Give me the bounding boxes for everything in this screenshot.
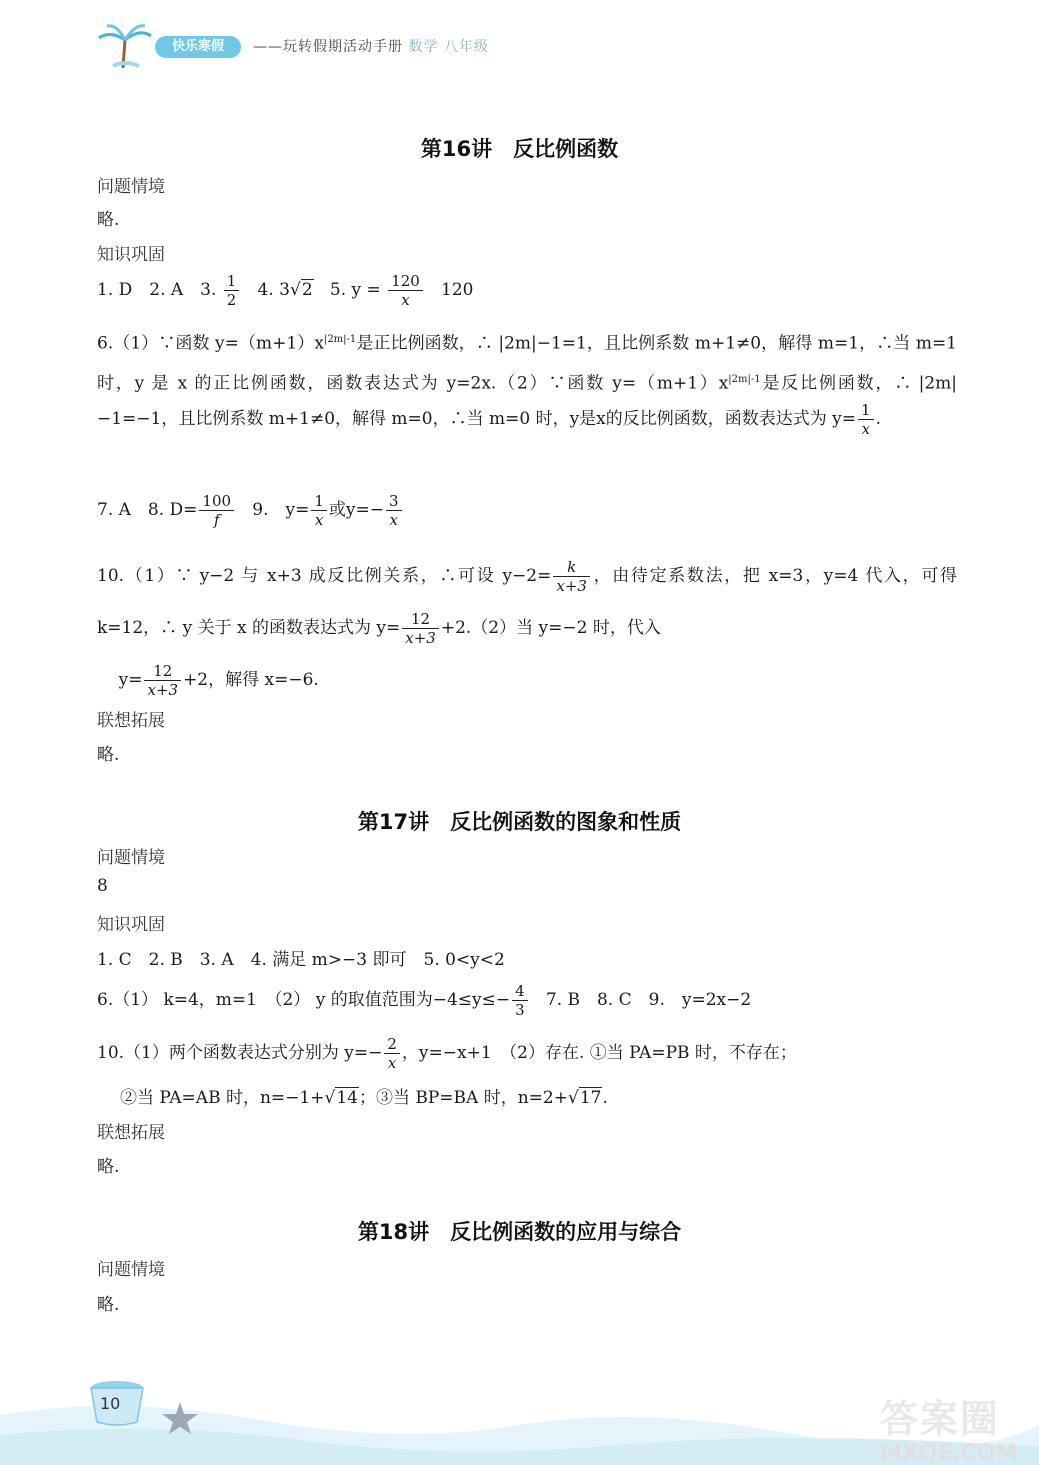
page-header xyxy=(95,22,695,72)
fraction xyxy=(512,982,528,1019)
book-badge: 快乐寒假 xyxy=(155,36,241,58)
problem-heading: 问题情境 xyxy=(97,1260,165,1280)
fraction-den: x xyxy=(389,511,398,529)
answer-text: 4. 3 xyxy=(257,280,290,300)
fraction xyxy=(858,401,874,438)
radicand: 2 xyxy=(301,280,313,300)
answer-text: ，y=−x+1 （2）存在. ①当 PA=PB 时，不存在； xyxy=(401,1043,797,1063)
answer-text: 120 xyxy=(441,280,474,300)
fraction-num: 4 xyxy=(512,982,528,1001)
fraction-den: x+3 xyxy=(556,577,587,595)
extend-heading: 联想拓展 xyxy=(97,1123,165,1143)
fraction-num: 1 xyxy=(311,492,327,511)
fraction-den: x+3 xyxy=(405,629,436,647)
fraction-den: x xyxy=(861,420,871,439)
answer-text: 7. B 8. C 9. y=2x−2 xyxy=(545,990,752,1010)
fraction-den: x xyxy=(314,511,324,529)
answer-text: 5. y = xyxy=(329,280,381,300)
knowledge-heading: 知识巩固 xyxy=(97,915,165,935)
problem-answer: 略. xyxy=(97,1295,120,1315)
answer-text: 6.（1）∵函数 y=（m+1）x xyxy=(97,333,324,354)
extend-answer: 略. xyxy=(97,745,120,765)
fraction xyxy=(386,492,402,529)
section-17-title: 第17讲 反比例函数的图象和性质 xyxy=(357,810,682,834)
fraction xyxy=(388,272,423,309)
extend-answer: 略. xyxy=(97,1157,120,1177)
fraction xyxy=(553,558,590,595)
answer-text: 或y=− xyxy=(328,500,384,520)
palm-tree-icon xyxy=(95,22,155,70)
answer-text: 是正比例函数，∴ |2m|−1=1，且比例系数 m+1≠0，解得 m=1，∴当 m=1 时，y 是 x 的正比例函数，函数表达式为 y=2x.（2）∵函数 y=（m+1）x xyxy=(97,333,957,394)
answer-10 xyxy=(97,550,957,706)
header-subtitle xyxy=(253,36,489,56)
radicand: 17 xyxy=(579,1088,602,1108)
knowledge-heading: 知识巩固 xyxy=(97,245,165,265)
fraction-num: 100 xyxy=(199,492,234,511)
watermark-text: 答案圈 xyxy=(880,1397,1001,1441)
answer-text: 10.（1）两个函数表达式分别为 y=− xyxy=(97,1043,383,1063)
answer-text: 1. D 2. A 3. xyxy=(97,280,217,300)
answer-text: . xyxy=(875,409,881,430)
exponent: |2m|-1 xyxy=(728,373,761,385)
watermark-logo xyxy=(880,1388,1030,1465)
answer-7-9 xyxy=(97,492,404,529)
answer-6 xyxy=(97,322,957,438)
answer-text: . xyxy=(602,1088,608,1108)
fraction-den: 2 xyxy=(226,291,237,309)
answer-text: ②当 PA=AB 时，n=−1+ xyxy=(120,1088,325,1108)
sqrt-icon: √ xyxy=(567,1088,579,1108)
answer-text: +2，解得 x=−6. xyxy=(183,670,319,690)
extend-heading: 联想拓展 xyxy=(97,711,165,731)
answer-text: 是反比例函数，∴ |2m|−1=−1，且比例系数 m+1≠0，解得 m=0，∴当 m=0 时，y是x的反比例函数，函数表达式为 y= xyxy=(97,373,958,430)
answer-text: ；③当 BP=BA 时，n=2+ xyxy=(358,1088,568,1108)
fraction-num: 12 xyxy=(144,662,181,681)
fraction-den: 3 xyxy=(515,1001,525,1019)
fraction-den: x xyxy=(387,1054,397,1072)
answer-text: 10.（1）∵ y−2 与 x+3 成反比例关系，∴可设 y−2= xyxy=(97,566,552,586)
fraction xyxy=(144,662,181,699)
answer-text: +2.（2）当 y=−2 时，代入 xyxy=(440,618,661,638)
answer-6-9 xyxy=(97,982,751,1019)
exponent: |2m|-1 xyxy=(323,334,357,345)
problem-answer: 8 xyxy=(97,876,108,896)
page-number: 10 xyxy=(100,1394,121,1413)
fraction-num: 3 xyxy=(386,492,402,511)
problem-heading: 问题情境 xyxy=(97,848,165,868)
header-subject: 数学 八年级 xyxy=(408,39,489,55)
fraction-den: x+3 xyxy=(147,681,179,699)
sqrt-icon: √ xyxy=(290,280,301,300)
answer-text: y= xyxy=(118,670,143,690)
answer-10-cont xyxy=(120,1083,608,1108)
fraction xyxy=(402,610,439,647)
fraction-num: 1 xyxy=(224,272,240,291)
answer-line-1 xyxy=(97,272,474,309)
problem-answer: 略. xyxy=(97,210,120,230)
answer-text: 9. y= xyxy=(252,500,310,520)
fraction-den: x xyxy=(401,291,410,309)
fraction-num: 120 xyxy=(388,272,423,291)
starfish-icon xyxy=(160,1400,200,1436)
fraction-den: f xyxy=(213,511,220,529)
answer-line-1: 1. C 2. B 3. A 4. 满足 m>−3 即可 5. 0<y<2 xyxy=(97,950,505,970)
watermark-url: MXQE.COM xyxy=(880,1441,1018,1465)
fraction xyxy=(199,492,234,529)
problem-heading: 问题情境 xyxy=(97,177,165,197)
fraction-num: 1 xyxy=(858,401,874,420)
radicand: 14 xyxy=(336,1088,358,1108)
fraction xyxy=(384,1035,400,1072)
section-16-title: 第16讲 反比例函数 xyxy=(420,137,619,161)
answer-10 xyxy=(97,1035,797,1072)
fraction xyxy=(311,492,327,529)
answer-text: 7. A 8. D= xyxy=(97,500,198,520)
fraction xyxy=(224,272,240,309)
answer-text: 6.（1） k=4，m=1 （2） y 的取值范围为−4≤y≤− xyxy=(97,990,511,1010)
sqrt-icon: √ xyxy=(324,1088,336,1108)
section-18-title: 第18讲 反比例函数的应用与综合 xyxy=(357,1220,682,1244)
header-subtitle-text: ——玩转假期活动手册 xyxy=(253,39,403,55)
answer-text: ，由待定系数法，把 x=3，y=4 代入，可得 k=12，∴ y 关于 x 的函数表达式为 y= xyxy=(97,566,957,638)
fraction-num: 2 xyxy=(384,1035,400,1054)
fraction-num: 12 xyxy=(402,610,439,629)
fraction-num: k xyxy=(553,558,590,577)
